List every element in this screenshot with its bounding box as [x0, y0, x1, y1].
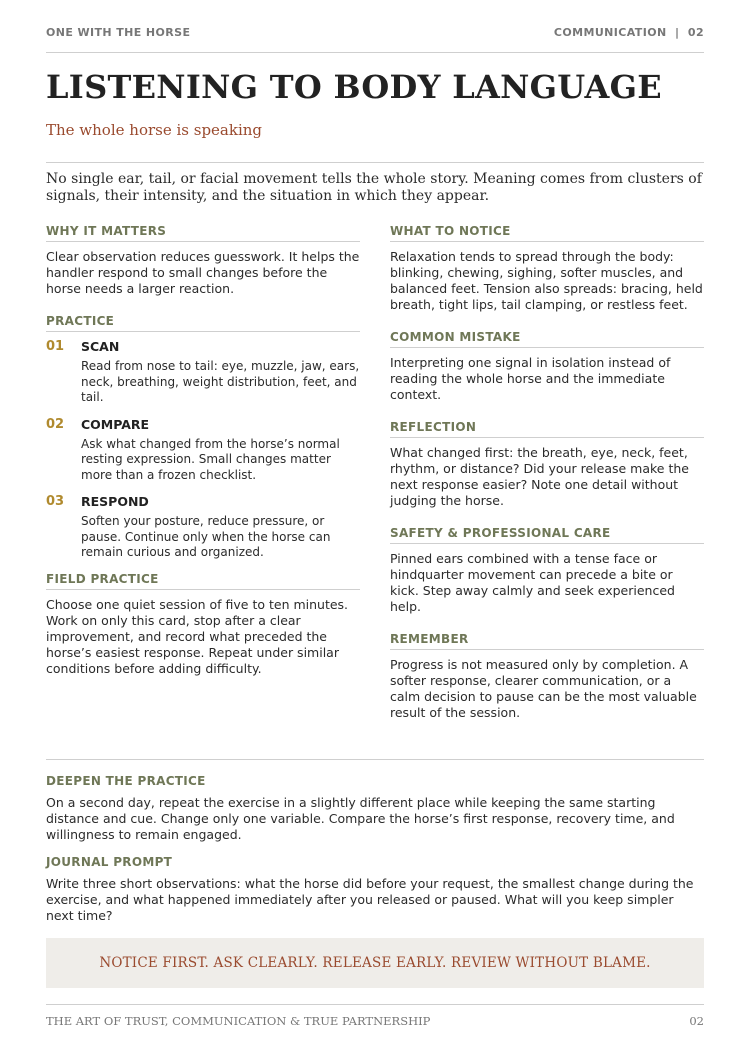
section-heading: REMEMBER	[390, 632, 704, 650]
section-heading: WHAT TO NOTICE	[390, 224, 704, 242]
step-number: 02	[46, 416, 65, 432]
section-safety	[390, 526, 704, 615]
section-heading: JOURNAL PROMPT	[46, 855, 173, 869]
page-subtitle: The whole horse is speaking	[46, 121, 263, 139]
section-text: Pinned ears combined with a tense face or hindquarter movement can precede a bite or kick. Step away calmly and seek experienced help.	[390, 551, 675, 614]
step-title: SCAN	[81, 339, 120, 354]
section-heading: DEEPEN THE PRACTICE	[46, 774, 206, 788]
page-footer	[46, 1014, 704, 1028]
header-divider	[46, 52, 704, 53]
section-field-practice	[46, 572, 360, 677]
practice-step	[46, 417, 360, 484]
right-column	[390, 224, 704, 738]
section-text: Clear observation reduces guesswork. It helps the handler respond to small changes before the horse needs a larger reaction.	[46, 249, 360, 296]
section-text: On a second day, repeat the exercise in a slightly different place while keeping the same starting distance and cue. Change only one variable. Compare the horse’s first response, recovery time, and willingness to remain engaged.	[46, 795, 675, 842]
intro-paragraph: No single ear, tail, or facial movement tells the whole story. Meaning comes from clusters of signals, their intensity, and the situation in which they appear.	[46, 171, 702, 204]
chapter-label: COMMUNICATION | 02	[553, 26, 704, 39]
running-header	[46, 26, 704, 39]
footer-divider	[46, 1004, 704, 1005]
bottom-divider	[46, 759, 704, 760]
step-text: Soften your posture, reduce pressure, or pause. Continue only when the horse can remain curious and organized.	[81, 514, 331, 559]
footer-series-title: THE ART OF TRUST, COMMUNICATION & TRUE PARTNERSHIP	[46, 1014, 431, 1028]
section-why-it-matters	[46, 224, 360, 297]
section-journal-prompt	[46, 855, 704, 924]
step-text: Read from nose to tail: eye, muzzle, jaw, ears, neck, breathing, weight distribution, feet, and tail.	[81, 359, 360, 404]
section-heading: PRACTICE	[46, 314, 360, 332]
left-column	[46, 224, 360, 694]
section-text: Write three short observations: what the horse did before your request, the smallest change during the exercise, and what happened immediately after you released or paused. What will you keep simpler next time?	[46, 876, 694, 923]
motto-banner: NOTICE FIRST. ASK CLEARLY. RELEASE EARLY. REVIEW WITHOUT BLAME.	[46, 938, 704, 988]
practice-step	[46, 339, 360, 406]
section-text: Interpreting one signal in isolation instead of reading the whole horse and the immediate context.	[390, 355, 671, 402]
section-remember	[390, 632, 704, 721]
section-text: What changed first: the breath, eye, neck, feet, rhythm, or distance? Did your release make the next response easier? Note one detail without judging the horse.	[390, 445, 689, 508]
section-what-to-notice	[390, 224, 704, 313]
section-heading: FIELD PRACTICE	[46, 572, 360, 590]
step-number: 01	[46, 339, 65, 354]
section-heading: COMMON MISTAKE	[390, 330, 704, 348]
section-reflection	[390, 420, 704, 509]
section-heading: WHY IT MATTERS	[46, 224, 360, 242]
practice-step	[46, 494, 360, 561]
document-page	[46, 0, 704, 1050]
section-heading: SAFETY & PROFESSIONAL CARE	[390, 526, 704, 544]
step-text: Ask what changed from the horse’s normal resting expression. Small changes matter more than a frozen checklist.	[81, 436, 340, 482]
section-deepen-practice	[46, 774, 704, 843]
page-title: LISTENING TO BODY LANGUAGE	[46, 68, 662, 106]
section-practice	[46, 314, 360, 561]
step-number: 03	[46, 494, 65, 509]
section-text: Progress is not measured only by completion. A softer response, clearer communication, or a calm decision to pause can be the most valuable result of the session.	[390, 657, 697, 720]
section-heading: REFLECTION	[390, 420, 704, 438]
section-text: Choose one quiet session of five to ten minutes. Work on only this card, stop after a clear improvement, and record what preceded the horse’s easiest response. Repeat under similar conditions before adding difficulty.	[46, 596, 349, 676]
step-title: RESPOND	[81, 494, 149, 509]
book-title: ONE WITH THE HORSE	[46, 26, 191, 39]
intro-divider	[46, 162, 704, 163]
section-common-mistake	[390, 330, 704, 403]
page-number: 02	[689, 1014, 704, 1028]
section-text: Relaxation tends to spread through the body: blinking, chewing, sighing, softer muscles, and balanced feet. Tension also spreads: bracing, held breath, tight lips, tail clamping, or restless feet.	[390, 249, 703, 312]
step-title: COMPARE	[81, 416, 150, 432]
bottom-sections	[46, 774, 704, 936]
